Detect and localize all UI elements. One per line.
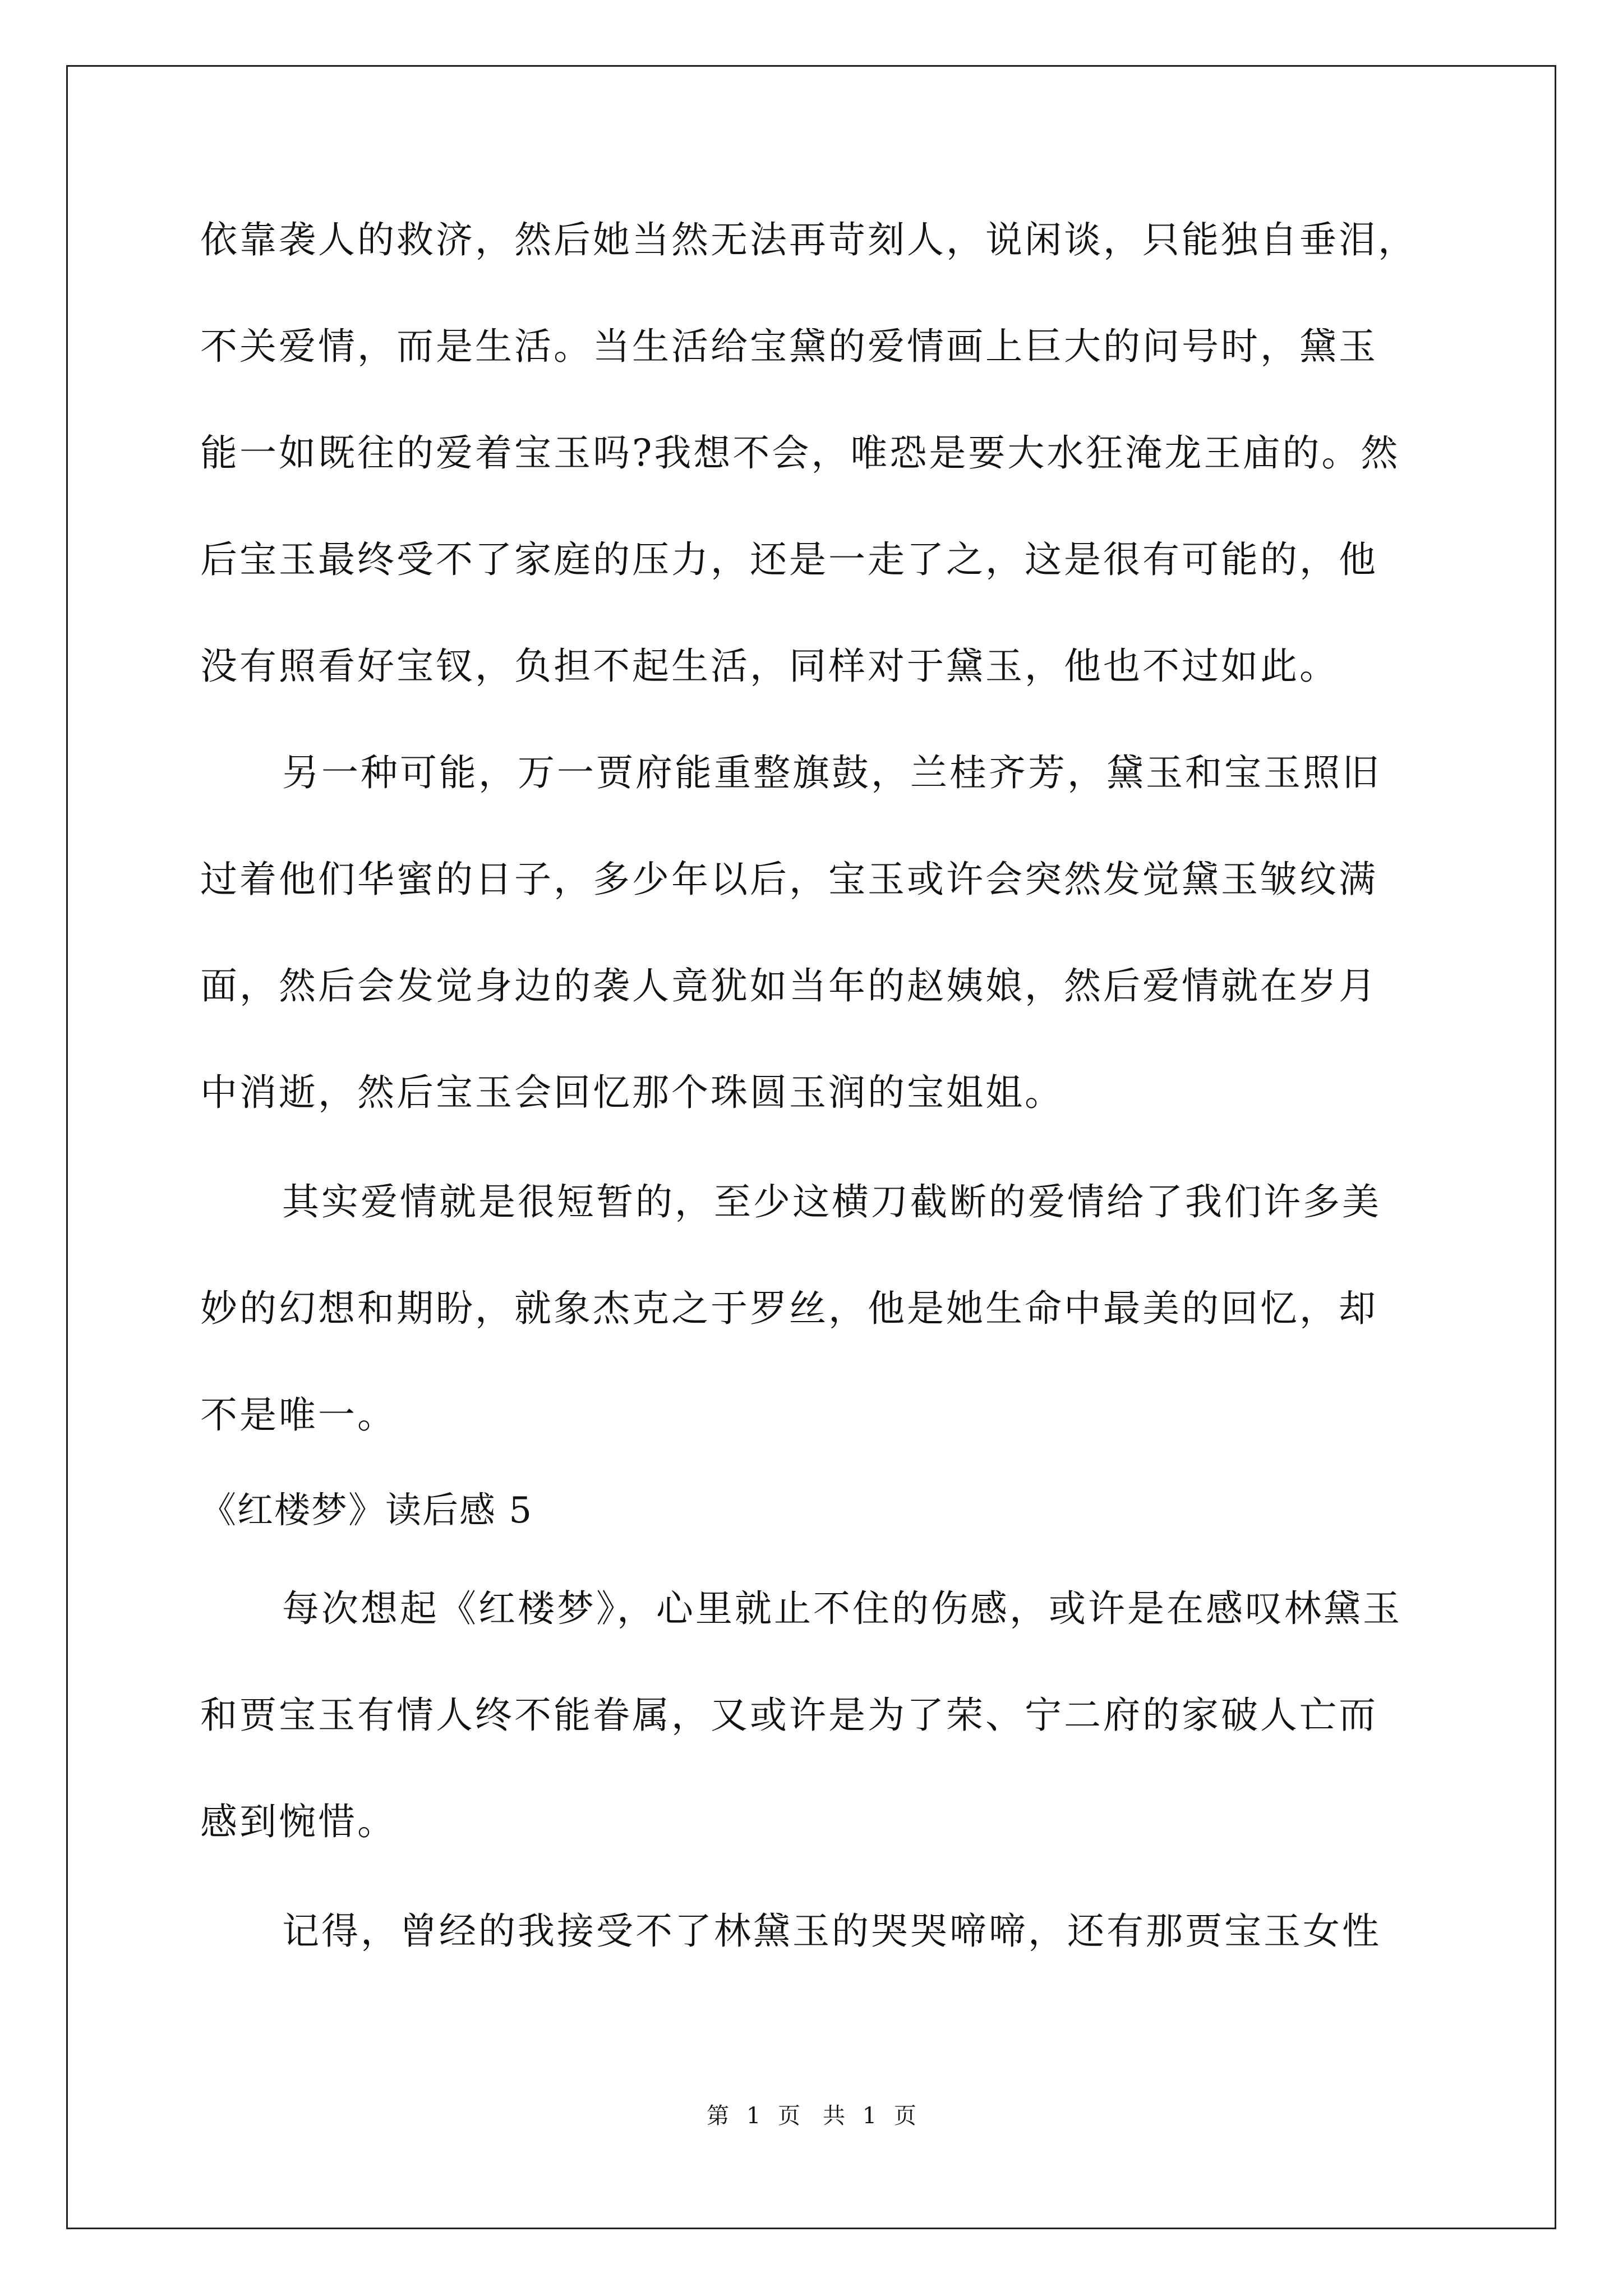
text-line: 过着他们华蜜的日子，多少年以后，宝玉或许会突然发觉黛玉皱纹满 (200, 858, 1378, 901)
text-line: 能一如既往的爱着宝玉吗?我想不会，唯恐是要大水狂淹龙王庙的。然 (200, 431, 1400, 475)
page-number-footer: 第 1 页 共 1 页 (707, 2103, 916, 2129)
paragraph-start-line: 其实爱情就是很短暂的，至少这横刀截断的爱情给了我们许多美 (282, 1180, 1381, 1223)
text-line: 后宝玉最终受不了家庭的压力，还是一走了之，这是很有可能的，他 (200, 538, 1378, 581)
text-line: 感到惋惜。 (200, 1800, 396, 1843)
paragraph-start-line: 记得，曾经的我接受不了林黛玉的哭哭啼啼，还有那贾宝玉女性 (282, 1910, 1381, 1953)
text-line: 依靠袭人的救济，然后她当然无法再苛刻人，说闲谈，只能独自垂泪， (200, 218, 1417, 261)
text-line: 妙的幻想和期盼，就象杰克之于罗丝，他是她生命中最美的回忆，却 (200, 1287, 1378, 1330)
text-line: 中消逝，然后宝玉会回忆那个珠圆玉润的宝姐姐。 (200, 1071, 1064, 1114)
text-line: 没有照看好宝钗，负担不起生活，同样对于黛玉，他也不过如此。 (200, 645, 1339, 688)
section-heading: 《红楼梦》读后感 5 (200, 1490, 533, 1531)
text-line: 面，然后会发觉身边的袭人竟犹如当年的赵姨娘，然后爱情就在岁月 (200, 964, 1378, 1007)
paragraph-start-line: 每次想起《红楼梦》，心里就止不住的伤感，或许是在感叹林黛玉 (282, 1587, 1402, 1630)
text-line: 不是唯一。 (200, 1393, 396, 1437)
text-line: 和贾宝玉有情人终不能眷属，又或许是为了荣、宁二府的家破人亡而 (200, 1694, 1378, 1737)
paragraph-start-line: 另一种可能，万一贾府能重整旗鼓，兰桂齐芳，黛玉和宝玉照旧 (282, 751, 1381, 794)
text-line: 不关爱情，而是生活。当生活给宝黛的爱情画上巨大的问号时，黛玉 (200, 325, 1378, 368)
